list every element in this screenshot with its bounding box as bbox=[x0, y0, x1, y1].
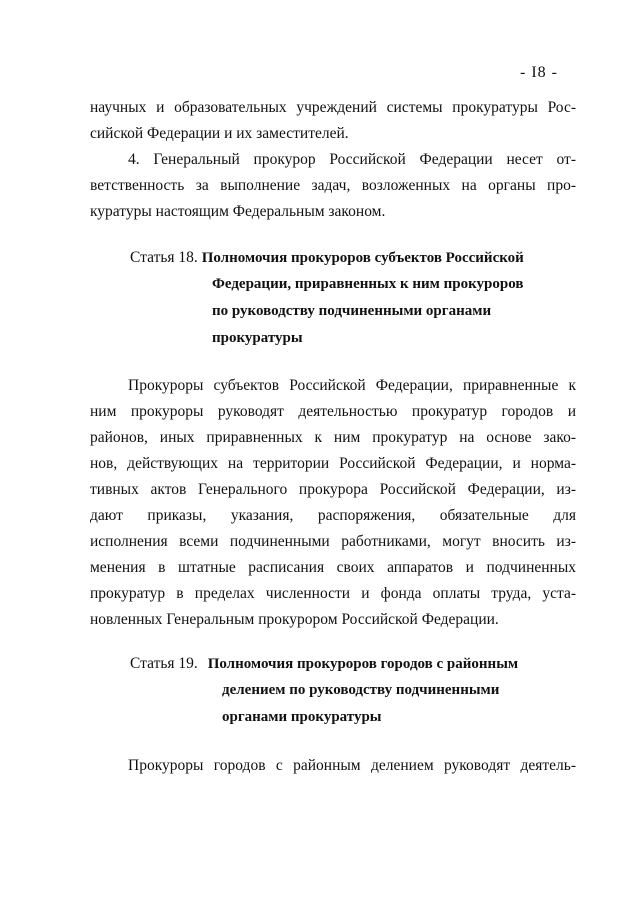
text-line: Прокуроры городов с районным делением руководят деятель- bbox=[128, 757, 576, 774]
paragraph-point-4 bbox=[90, 147, 576, 225]
text-line: ветственность за выполнение задач, возложенных на органы про- bbox=[90, 177, 576, 194]
text-line: куратуры настоящим Федеральным законом. bbox=[90, 203, 386, 220]
text-line: научных и образовательных учреждений системы прокуратуры Рос- bbox=[90, 99, 576, 116]
article-18-body bbox=[90, 373, 576, 633]
article-heading-first-row bbox=[130, 650, 576, 677]
article-label: Статья 19. bbox=[130, 655, 198, 672]
text-line: районов, иных приравненных к ним прокуратур на основе зако- bbox=[90, 429, 576, 446]
article-title-line: Полномочия прокуроров субъектов Российской bbox=[201, 250, 524, 266]
text-line: ним прокуроры руководят деятельностью прокуратур городов и bbox=[90, 403, 576, 420]
text-line: менения в штатные расписания своих аппаратов и подчиненных bbox=[90, 559, 576, 576]
article-19-heading bbox=[130, 650, 576, 731]
article-title-line: Федерации, приравненных к ним прокуроров bbox=[212, 276, 524, 292]
article-title-line: органами прокуратуры bbox=[222, 709, 382, 725]
page-number: - I8 - bbox=[520, 64, 558, 81]
article-18-heading bbox=[130, 244, 576, 352]
text-line: тивных актов Генерального прокурора Российской Федерации, из- bbox=[90, 481, 576, 498]
paragraph-continuation bbox=[90, 95, 576, 147]
article-title-line: делением по руководству подчиненными bbox=[222, 682, 500, 698]
text-line: 4. Генеральный прокурор Российской Федерации несет от- bbox=[128, 151, 576, 168]
article-19-body bbox=[90, 753, 576, 779]
text-line: исполнения всеми подчиненными работниками, могут вносить из- bbox=[90, 533, 576, 550]
text-line: новленных Генеральным прокурором Российской Федерации. bbox=[90, 611, 499, 628]
text-line: дают приказы, указания, распоряжения, обязательные для bbox=[90, 507, 576, 524]
text-line: сийской Федерации и их заместителей. bbox=[90, 125, 349, 142]
article-heading-first-row bbox=[130, 244, 576, 271]
text-line: прокуратур в пределах численности и фонда оплаты труда, уста- bbox=[90, 585, 576, 602]
text-line: нов, действующих на территории Российской Федерации, и норма- bbox=[90, 455, 576, 472]
article-label: Статья 18. bbox=[130, 249, 198, 266]
article-title-line: Полномочия прокуроров городов с районным bbox=[207, 656, 519, 672]
article-title-line: по руководству подчиненными органами bbox=[212, 303, 492, 319]
article-title-line: прокуратуры bbox=[212, 330, 303, 346]
text-line: Прокуроры субъектов Российской Федерации, приравненные к bbox=[128, 377, 576, 394]
